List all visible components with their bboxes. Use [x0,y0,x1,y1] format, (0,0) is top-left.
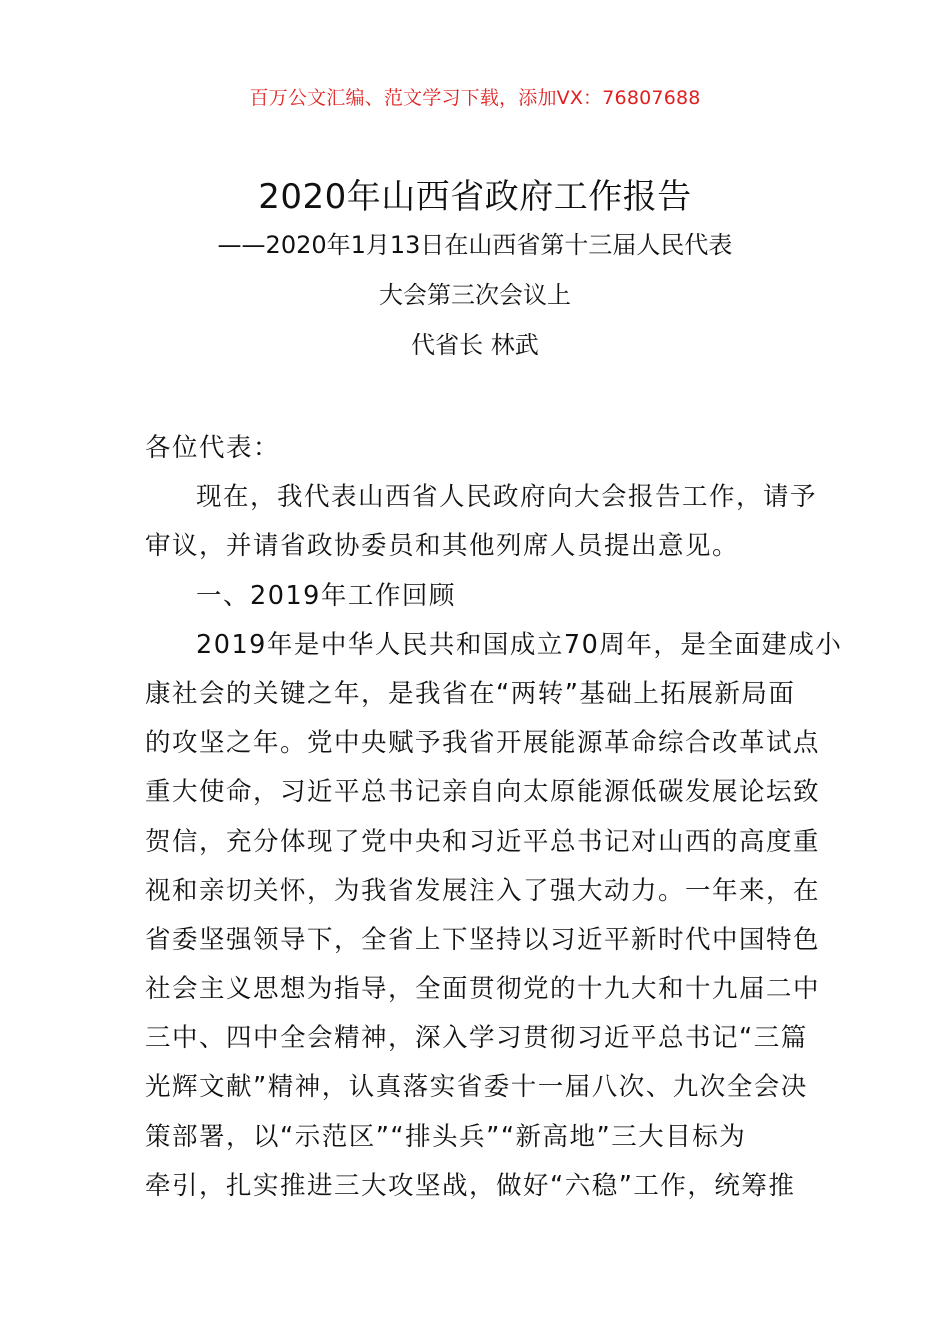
paragraph-line: 的攻坚之年。党中央赋予我省开展能源革命综合改革试点 [145,728,821,759]
subtitle-line-2: 大会第三次会议上 [379,281,571,309]
paragraph-line: 审议，并请省政协委员和其他列席人员提出意见。 [145,531,740,562]
document-body [145,424,843,1211]
salutation: 各位代表： [145,433,281,463]
paragraph-line: 2019年是中华人民共和国成立70周年，是全面建成小 [196,629,843,660]
paragraph-line: 三中、四中全会精神，深入学习贯彻习近平总书记“三篇 [145,1023,808,1054]
subtitle-line-1: ——2020年1月13日在山西省第十三届人民代表 [217,231,733,259]
paragraph-line: 康社会的关键之年，是我省在“两转”基础上拓展新局面 [145,678,796,709]
paragraph-line: 现在，我代表山西省人民政府向大会报告工作，请予 [196,482,818,513]
paragraph-line: 重大使命，习近平总书记亲自向太原能源低碳发展论坛致 [145,777,821,808]
document-title: 2020年山西省政府工作报告 [258,177,692,217]
paragraph-line: 社会主义思想为指导，全面贯彻党的十九大和十九届二中 [145,974,821,1005]
paragraph-line: 牵引，扎实推进三大攻坚战，做好“六稳”工作，统筹推 [145,1170,796,1201]
section-heading: 一、2019年工作回顾 [196,580,456,611]
watermark-banner: 百万公文汇编、范文学习下载，添加VX：76807688 [249,87,701,109]
paragraph-line: 视和亲切关怀，为我省发展注入了强大动力。一年来，在 [145,875,821,906]
paragraph-line: 省委坚强领导下，全省上下坚持以习近平新时代中国特色 [145,924,821,955]
paragraph-line: 光辉文献”精神，认真落实省委十一届八次、九次全会决 [145,1072,808,1103]
author-line: 代省长 林武 [411,331,539,359]
paragraph-line: 贺信，充分体现了党中央和习近平总书记对山西的高度重 [145,826,821,857]
paragraph-line: 策部署，以“示范区”“排头兵”“新高地”三大目标为 [145,1121,747,1152]
